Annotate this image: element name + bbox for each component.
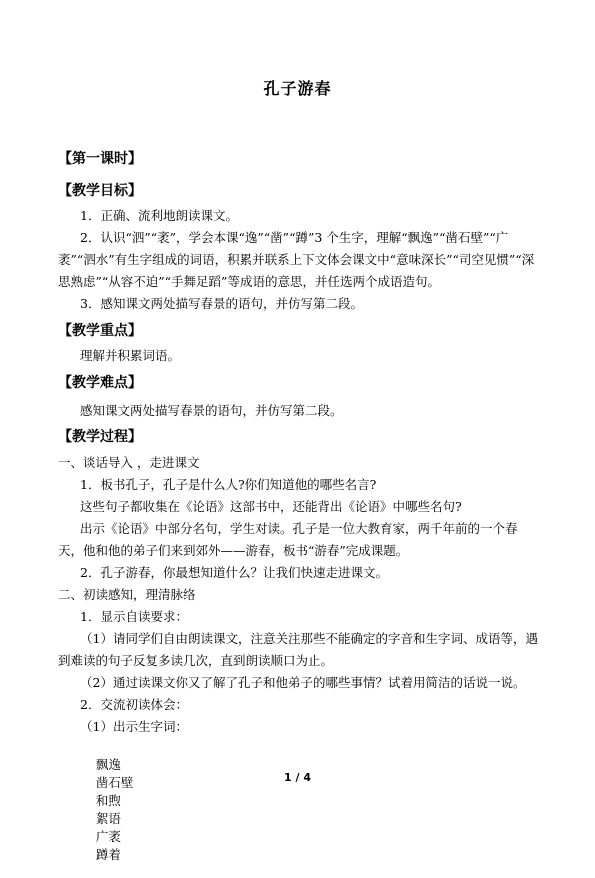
- difficult-points-text: 感知课文两处描写春景的语句，并仿写第二段。: [80, 403, 343, 418]
- step2-item-1: 1．显示自读要求：: [80, 609, 188, 624]
- goal-3: 3．感知课文两处描写春景的语句，并仿写第二段。: [80, 296, 363, 311]
- heading-key-points: 【教学重点】: [58, 323, 142, 339]
- vocab-word: 凿石壁: [95, 775, 134, 790]
- step1-item-2: 这些句子都收集在《论语》这部书中，还能背出《论语》中哪些名句?: [80, 499, 462, 514]
- vocab-word: 絮语: [95, 811, 121, 826]
- step1-item-3: 出示《论语》中部分名句，学生对读。孔子是一位大教育家，两千年前的一个春天，他和他的弟子们来到郊外——游春，板书“游春”完成课题。: [58, 521, 518, 558]
- key-points-text: 理解并积累词语。: [80, 348, 181, 363]
- step2-item-5: （1）出示生字词：: [80, 719, 188, 734]
- step2-title: 二、初读感知，理清脉络: [58, 587, 196, 602]
- page-number: 1 / 4: [284, 771, 311, 784]
- heading-process: 【教学过程】: [58, 429, 142, 445]
- vocabulary-list: [80, 740, 157, 878]
- step1-item-1: 1．板书孔子，孔子是什么人?你们知道他的哪些名言?: [80, 477, 377, 492]
- step2-item-2: （1）请同学们自由朗读课文，注意关注那些不能确定的字音和生字词、成语等，遇到难读的句子反复多读几次，直到朗读顺口为止。: [58, 631, 538, 668]
- heading-lesson: 【第一课时】: [58, 151, 142, 167]
- vocab-word: 蹲着: [95, 847, 121, 862]
- step2-item-4: 2．交流初读体会：: [80, 697, 188, 712]
- page-title: 孔子游春: [263, 79, 332, 98]
- step1-title: 一、谈话导入 ，走进课文: [58, 455, 200, 470]
- vocab-word: 广袤: [95, 829, 121, 844]
- step2-item-3: （2）通过读课文你又了解了孔子和他弟子的哪些事情？试着用简洁的话说一说。: [80, 675, 526, 690]
- heading-goals: 【教学目标】: [58, 183, 142, 199]
- vocab-word: 和煦: [95, 793, 121, 808]
- goal-2: 2．认识“泗”“袤”，学会本课“逸”“凿”“蹲”3 个生字，理解“飘逸”“凿石壁”“广袤”“泗水”有生字组成的词语，积累并联系上下文体会课文中“意味深长”“司空见惯”“深思熟虑”“从容不迫”“手舞足蹈”等成语的意思，并任选两个成语造句。: [58, 230, 535, 289]
- step1-item-4: 2．孔子游春，你最想知道什么？让我们快速走进课文。: [80, 565, 388, 580]
- vocab-word: 飘逸: [95, 757, 121, 772]
- heading-difficult-points: 【教学难点】: [58, 375, 142, 391]
- goal-1: 1．正确、流利地朗读课文。: [80, 208, 238, 223]
